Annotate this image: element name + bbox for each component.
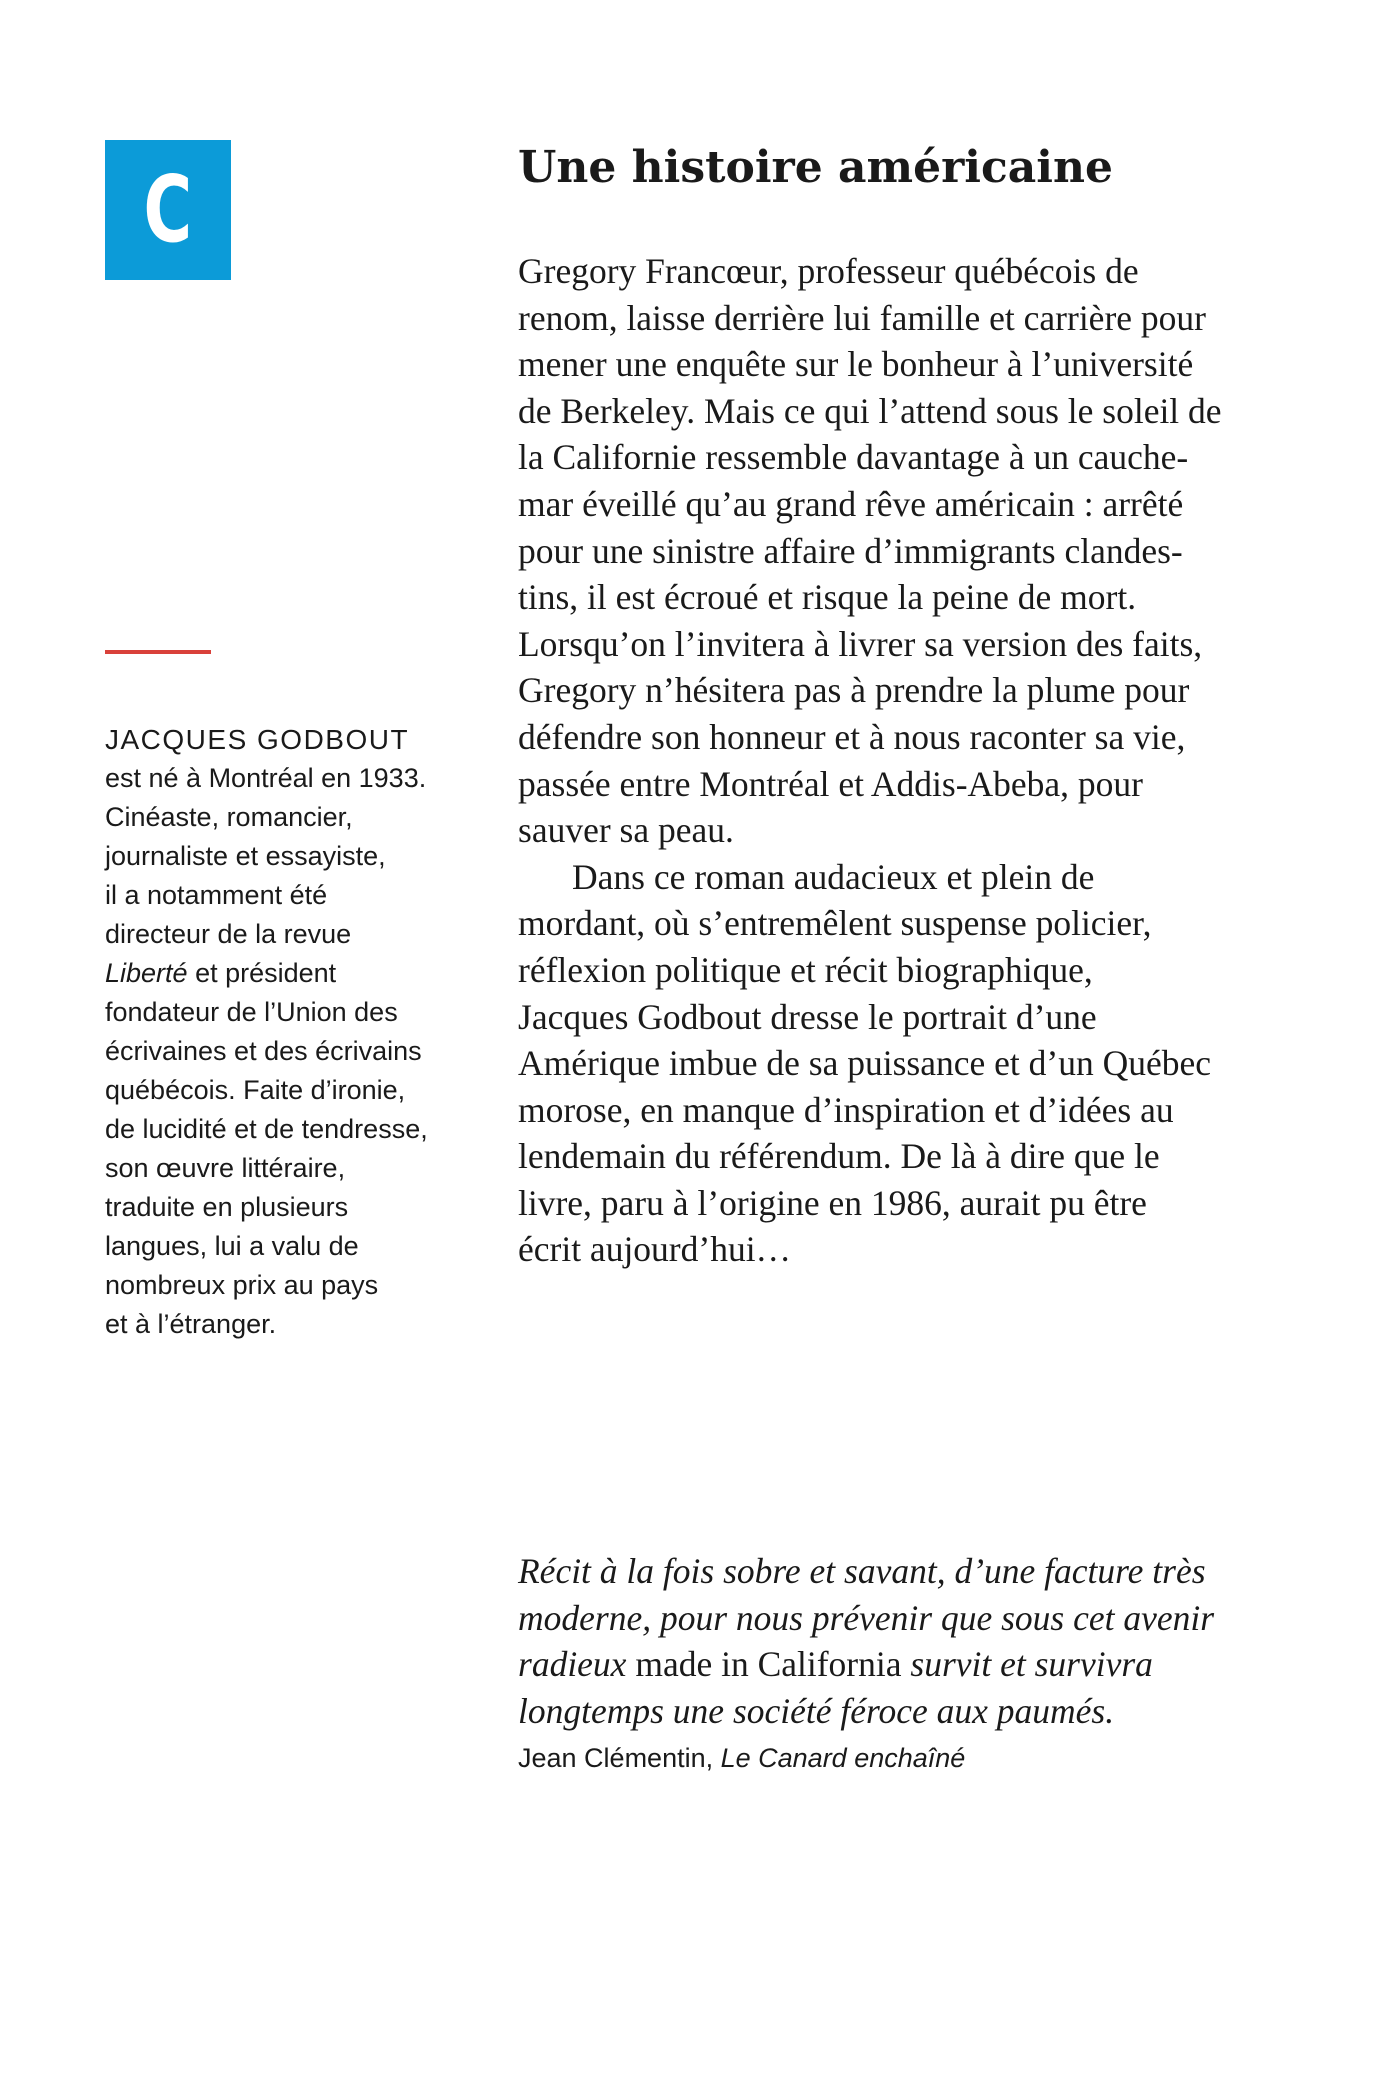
synopsis-line: Jacques Godbout dresse le portrait d’une <box>518 996 1097 1037</box>
synopsis-line: réflexion politique et récit biographique, <box>518 949 1093 990</box>
bio-line: fondateur de l’Union des <box>105 997 398 1027</box>
bio-line-revue <box>105 954 475 993</box>
book-description <box>518 138 1318 1273</box>
bio-line: il a notamment été <box>105 880 328 910</box>
synopsis-line: la Californie ressemble davantage à un cauche- <box>518 437 1189 478</box>
synopsis-line: Gregory n’hésitera pas à prendre la plume pour <box>518 670 1190 711</box>
bio-line: son œuvre littéraire, <box>105 1153 346 1183</box>
synopsis-line: pour une sinistre affaire d’immigrants clandes- <box>518 530 1183 571</box>
synopsis-line: mordant, où s’entremêlent suspense policier, <box>518 903 1152 944</box>
bio-line: écrivaines et des écrivains <box>105 1036 422 1066</box>
bio-line: québécois. Faite d’ironie, <box>105 1075 406 1105</box>
synopsis-line: morose, en manque d’inspiration et d’idées au <box>518 1089 1174 1130</box>
author-name: JACQUES GODBOUT <box>105 724 410 755</box>
synopsis-line: tins, il est écroué et risque la peine de mort. <box>518 577 1137 618</box>
bio-line: est né à Montréal en 1933. <box>105 763 427 793</box>
quote-roman: made in California <box>626 1644 911 1685</box>
synopsis-line: écrit aujourd’hui… <box>518 1229 792 1270</box>
revue-title: Liberté <box>105 958 188 988</box>
bio-line: nombreux prix au pays <box>105 1270 379 1300</box>
accent-rule <box>105 650 211 654</box>
synopsis-line: Dans ce roman audacieux et plein de <box>572 856 1095 897</box>
synopsis-line: Amérique imbue de sa puissance et d’un Québec <box>518 1043 1211 1084</box>
synopsis-line: sauver sa peau. <box>518 810 734 851</box>
quote-text <box>518 1548 1318 1734</box>
press-quote <box>518 1548 1318 1776</box>
quote-source-name: Jean Clémentin, <box>518 1743 721 1774</box>
synopsis-line: Lorsqu’on l’invitera à livrer sa version des faits, <box>518 623 1203 664</box>
synopsis-line: passée entre Montréal et Addis-Abeba, pour <box>518 763 1143 804</box>
bio-line: Cinéaste, romancier, <box>105 802 353 832</box>
bio-line: de lucidité et de tendresse, <box>105 1114 428 1144</box>
quote-italic: survit et survivra <box>910 1644 1153 1685</box>
bio-line: traduite en plusieurs <box>105 1192 349 1222</box>
quote-line <box>518 1641 1318 1688</box>
quote-line: Récit à la fois sobre et savant, d’une facture très <box>518 1551 1206 1591</box>
publisher-logo-letter: C <box>143 156 193 263</box>
quote-line: longtemps une société féroce aux paumés. <box>518 1690 1115 1731</box>
bio-line: langues, lui a valu de <box>105 1231 359 1261</box>
book-title: Une histoire américaine <box>518 142 1113 193</box>
publisher-logo <box>105 140 231 280</box>
synopsis-line: renom, laisse derrière lui famille et carrière pour <box>518 297 1206 338</box>
author-bio <box>105 720 475 1344</box>
bio-line: et à l’étranger. <box>105 1309 277 1339</box>
quote-line: moderne, pour nous prévenir que sous cet avenir <box>518 1597 1215 1638</box>
quote-source <box>518 1740 1318 1776</box>
synopsis-line: livre, paru à l’origine en 1986, aurait pu être <box>518 1182 1147 1223</box>
synopsis-line: mar éveillé qu’au grand rêve américain : arrêté <box>518 483 1184 524</box>
synopsis-line: Gregory Francœur, professeur québécois de <box>518 251 1139 291</box>
bio-line: journaliste et essayiste, <box>105 841 386 871</box>
synopsis-line: défendre son honneur et à nous raconter sa vie, <box>518 716 1186 757</box>
quote-italic: radieux <box>518 1644 627 1685</box>
synopsis-line: lendemain du référendum. De là à dire que le <box>518 1136 1160 1177</box>
synopsis-line: mener une enquête sur le bonheur à l’université <box>518 344 1194 385</box>
synopsis <box>518 248 1318 1273</box>
bio-revue-after: et président <box>187 958 337 988</box>
bio-line: directeur de la revue <box>105 919 352 949</box>
quote-source-publication: Le Canard enchaîné <box>720 1743 966 1774</box>
synopsis-line: de Berkeley. Mais ce qui l’attend sous le soleil de <box>518 390 1222 431</box>
